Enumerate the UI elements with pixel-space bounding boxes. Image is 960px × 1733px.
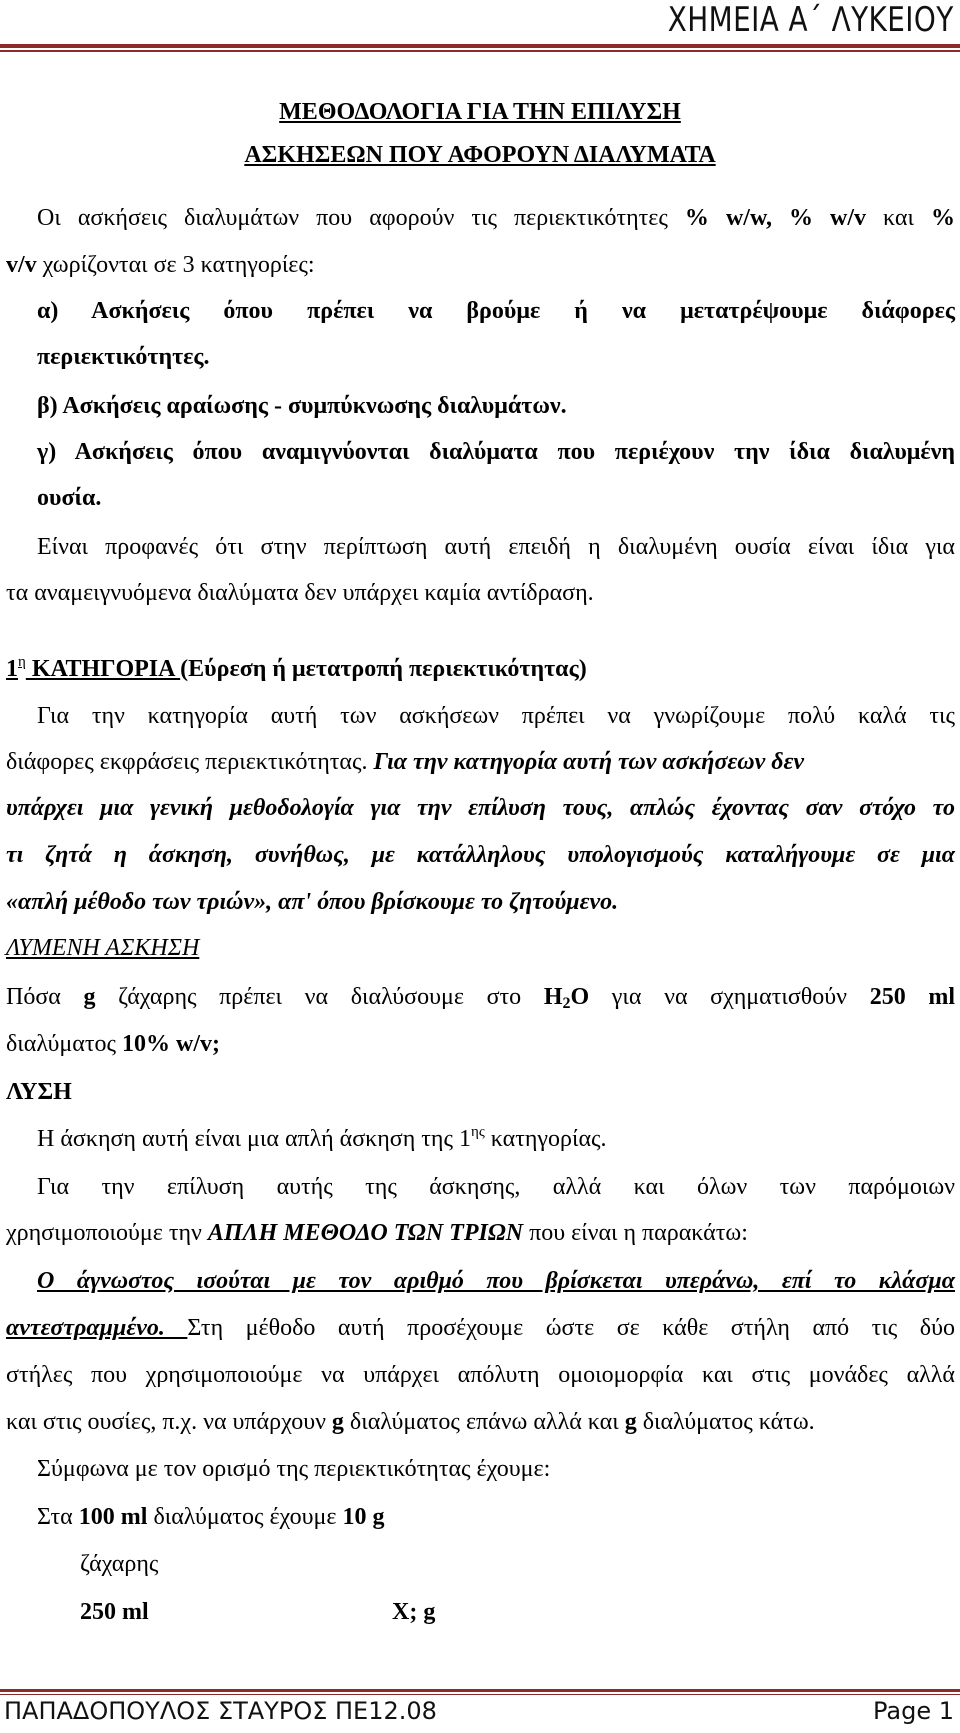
section1-p2: διάφορες εκφράσεις περιεκτικότητας. Για την κατηγορία αυτή των ασκήσεων δεν xyxy=(6,749,805,775)
category-b: β) Ασκήσεις αραίωσης - συμπύκνωσης διαλυμάτων. xyxy=(37,393,567,419)
solution-s2: Για την επίλυση αυτής της άσκησης, αλλά και όλων των παρόμοιων xyxy=(37,1174,955,1200)
rule-line4: και στις ουσίες, π.χ. να υπάρχουν g διαλύματος επάνω αλλά και g διαλύματος κάτω. xyxy=(6,1409,815,1435)
header-title: ΧΗΜΕΙΑ Α΄ ΛΥΚΕΙΟΥ xyxy=(668,0,954,40)
solution-label: ΛΥΣΗ xyxy=(6,1079,72,1105)
question-line1: Πόσα g ζάχαρης πρέπει να διαλύσουμε στο $H_2O$ για να σχηματισθούν 250 ml xyxy=(6,984,955,1012)
solved-label: ΛΥΜΕΝΗ ΑΣΚΗΣΗ xyxy=(6,935,200,961)
proportion-row2-right: X; g xyxy=(392,1599,436,1625)
proportion-row1-cont: ζάχαρης xyxy=(80,1551,159,1577)
definition-line: Σύμφωνα με τον ορισμό της περιεκτικότητας έχουμε: xyxy=(37,1456,551,1482)
rule-line3: στήλες που χρησιμοποιούμε να υπάρχει απόλυτη ομοιομορφία και στις μονάδες αλλά xyxy=(6,1362,955,1388)
footer-author: ΠΑΠΑΔΟΠΟΥΛΟΣ ΣΤΑΥΡΟΣ ΠΕ12.08 xyxy=(4,1697,437,1725)
category-a-line1: α) Ασκήσεις όπου πρέπει να βρούμε ή να μετατρέψουμε διάφορες xyxy=(37,298,955,324)
category-c-line2: ουσία. xyxy=(37,485,102,511)
intro-line2: v/v χωρίζονται σε 3 κατηγορίες: xyxy=(6,252,315,278)
section1-heading: $1^\eta$ ΚΑΤΗΓΟΡΙΑ (Εύρεση ή μετατροπή περιεκτικότητας) xyxy=(6,654,587,682)
footer-rule xyxy=(0,1689,960,1692)
page-title-line2: ΑΣΚΗΣΕΩΝ ΠΟΥ ΑΦΟΡΟΥΝ ΔΙΑΛΥΜΑΤΑ xyxy=(244,142,716,168)
proportion-row1: Στα 100 ml διαλύματος έχουμε 10 g xyxy=(37,1504,385,1530)
note-line1: Είναι προφανές ότι στην περίπτωση αυτή επειδή η διαλυμένη ουσία είναι ίδια για xyxy=(37,534,955,560)
header-rule-thin xyxy=(0,50,960,52)
section1-p5: «απλή μέθοδο των τριών», απ' όπου βρίσκουμε το ζητούμενο. xyxy=(6,889,619,915)
category-c-line1: γ) Ασκήσεις όπου αναμιγνύονται διαλύματα που περιέχουν την ίδια διαλυμένη xyxy=(37,439,955,465)
footer-rule-thin xyxy=(0,1694,960,1695)
page-title-line1: ΜΕΘΟΔΟΛΟΓΙΑ ΓΙΑ ΤΗΝ ΕΠΙΛΥΣΗ xyxy=(279,99,681,125)
footer-page-number: Page 1 xyxy=(873,1697,954,1725)
solution-s1: Η άσκηση αυτή είναι μια απλή άσκηση της $1^{\eta\varsigma}$ κατηγορίας. xyxy=(37,1124,607,1152)
intro-line1: Οι ασκήσεις διαλυμάτων που αφορούν τις περιεκτικότητες % w/w, % w/v και % xyxy=(37,205,955,231)
section1-p1: Για την κατηγορία αυτή των ασκήσεων πρέπει να γνωρίζουμε πολύ καλά τις xyxy=(37,703,955,729)
section1-p4: τι ζητά η άσκηση, συνήθως, με κατάλληλους υπολογισμούς καταλήγουμε σε μια xyxy=(6,842,955,868)
question-line2: διαλύματος 10% w/v; xyxy=(6,1031,221,1057)
category-a-line2: περιεκτικότητες. xyxy=(37,344,210,370)
solution-s3: χρησιμοποιούμε την ΑΠΛΗ ΜΕΘΟΔΟ ΤΩΝ ΤΡΙΩΝ που είναι η παρακάτω: xyxy=(6,1220,748,1246)
section1-p3: υπάρχει μια γενική μεθοδολογία για την επίλυση τους, απλώς έχοντας σαν στόχο το xyxy=(6,795,955,821)
header-rule xyxy=(0,44,960,48)
note-line2: τα αναμειγνυόμενα διαλύματα δεν υπάρχει καμία αντίδραση. xyxy=(6,580,594,606)
rule-line2: αντεστραμμένο. Στη μέθοδο αυτή προσέχουμε ώστε σε κάθε στήλη από τις δύο xyxy=(6,1315,955,1341)
rule-line1: Ο άγνωστος ισούται με τον αριθμό που βρίσκεται υπεράνω, επί το κλάσμα xyxy=(37,1268,955,1294)
proportion-row2-left: 250 ml xyxy=(80,1599,149,1625)
